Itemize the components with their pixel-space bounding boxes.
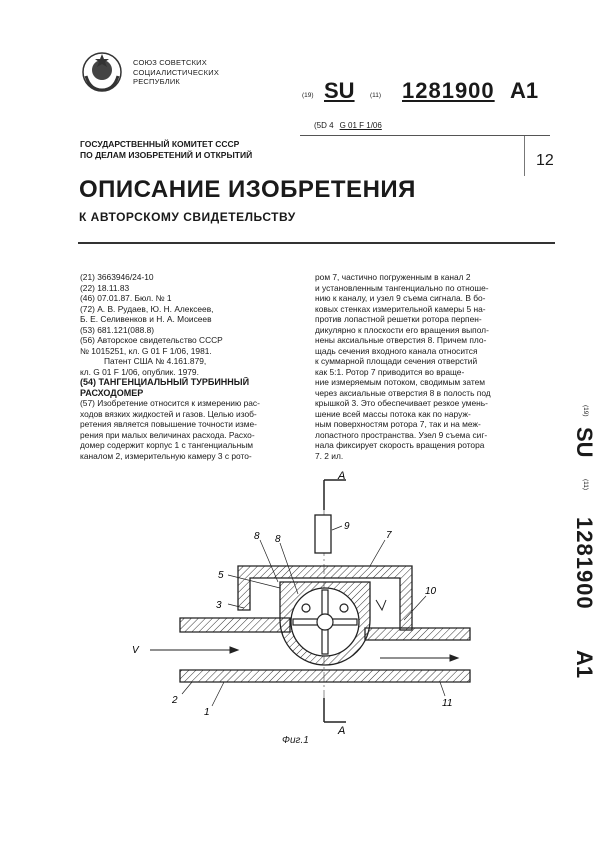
biblio-line: № 1015251, кл. G 01 F 1/06, 1981. — [80, 345, 212, 356]
figure-caption: Фиг.1 — [282, 735, 309, 746]
abstract-line: щадь сечения входного канала относится — [315, 345, 478, 356]
abstract-line: дикулярно к плоскости его вращения выпол- — [315, 324, 489, 335]
abstract-line: ходов вязких жидкостей и газов. Целью изоб- — [80, 408, 257, 419]
biblio-line: (22) 18.11.83 — [80, 282, 130, 293]
document-title: ОПИСАНИЕ ИЗОБРЕТЕНИЯ — [79, 176, 416, 203]
stamp-patent-kind: A1 — [572, 650, 597, 679]
abstract-line: ретения является повышение точности изме- — [80, 419, 257, 429]
invention-title-line: РАСХОДОМЕР — [80, 387, 144, 398]
organization-name — [133, 58, 219, 87]
title-rule — [78, 242, 555, 244]
bibliographic-column — [80, 272, 305, 461]
stamp-code-11: (11) — [582, 479, 589, 491]
patent-kind: A1 — [510, 78, 539, 103]
biblio-line: (56) Авторское свидетельство СССР — [80, 335, 223, 345]
stamp-country-code: SU — [572, 427, 597, 458]
biblio-line: Патент США № 4.161.879, — [104, 356, 207, 366]
state-emblem-icon — [80, 50, 124, 94]
class-value: G 01 F 1/06 — [339, 121, 382, 130]
abstract-line: рения при малых величинах расхода. Расхо- — [80, 429, 255, 440]
org-line: СОЮЗ СОВЕТСКИХ — [133, 58, 207, 67]
biblio-line: (46) 07.01.87. Бюл. № 1 — [80, 293, 172, 303]
stamp-code-19: (19) — [582, 405, 589, 417]
abstract-line: и установленным тангенциально по отноше- — [315, 282, 489, 293]
outlet-pipe-upper-wall — [365, 628, 470, 640]
abstract-line: каналом 2, измерительную камеру 3 с рото- — [80, 450, 252, 461]
flowmeter-drawing — [120, 470, 490, 740]
label-11: 11 — [442, 698, 453, 709]
label-10: 10 — [425, 586, 437, 597]
biblio-line: Б. Е. Селивенков и Н. А. Моисеев — [80, 314, 212, 324]
abstract-line: 7. 2 ил. — [315, 450, 344, 461]
abstract-line: ным поверхностям ротора 7, так и на меж- — [315, 419, 481, 429]
abstract-line: нию к каналу, и узел 9 съема сигнала. В бо- — [315, 293, 486, 303]
patent-number-row — [302, 78, 562, 106]
classification — [314, 121, 382, 130]
abstract-line: шение всей массы потока как по наруж- — [315, 408, 471, 419]
committee-name — [80, 139, 252, 160]
section-label-bottom: A — [338, 725, 346, 737]
patent-number: 1281900 — [402, 78, 495, 103]
abstract-line: ром 7, частично погруженным в канал 2 — [315, 272, 471, 282]
abstract-line: лопастного пространства. Узел 9 съема сиг- — [315, 429, 488, 440]
abstract-line: нены аксиальные отверстия 8. Причем пло- — [315, 335, 487, 345]
label-1: 1 — [204, 707, 210, 718]
country-code: SU — [324, 78, 355, 103]
document-subtitle: К АВТОРСКОМУ СВИДЕТЕЛЬСТВУ — [79, 210, 296, 224]
signal-sensor — [315, 515, 331, 553]
label-9: 9 — [344, 521, 350, 532]
abstract-line: крышкой 3. Это обеспечивает резкое умень- — [315, 398, 488, 408]
invention-title-line: (54) ТАНГЕНЦИАЛЬНЫЙ ТУРБИННЫЙ — [80, 377, 250, 387]
label-5: 5 — [218, 570, 224, 581]
label-2: 2 — [172, 695, 178, 706]
label-7: 7 — [386, 530, 392, 541]
header-rule-vertical — [524, 136, 525, 176]
abstract-line: против лопастной решетки ротора перпен- — [315, 314, 482, 324]
committee-line: ПО ДЕЛАМ ИЗОБРЕТЕНИЙ И ОТКРЫТИЙ — [80, 149, 253, 160]
abstract-line: нала фиксирует скорость вращения ротора — [315, 440, 485, 450]
org-line: РЕСПУБЛИК — [133, 77, 180, 86]
vertical-patent-stamp — [557, 405, 597, 705]
biblio-line: (72) А. В. Рудаев, Ю. Н. Алексеев, — [80, 303, 214, 314]
abstract-line: как 5:1. Ротор 7 приводится во враще- — [315, 366, 465, 377]
org-line: СОЦИАЛИСТИЧЕСКИХ — [133, 67, 220, 77]
abstract-line: ковых стенках измерительной камеры 5 на- — [315, 303, 486, 314]
biblio-line: кл. G 01 F 1/06, опублик. 1979. — [80, 366, 199, 377]
biblio-line: (21) 3663946/24-10 — [80, 272, 154, 282]
class-prefix: (5D 4 — [314, 121, 334, 130]
flow-label: V — [132, 645, 139, 656]
abstract-line: (57) Изобретение относится к измерению рас- — [80, 398, 260, 408]
abstract-line: домер содержит корпус 1 с тангенциальным — [80, 440, 254, 450]
committee-line: ГОСУДАРСТВЕННЫЙ КОМИТЕТ СССР — [80, 139, 240, 149]
section-label-top: A — [338, 470, 346, 482]
page-mark: 12 — [536, 152, 554, 169]
biblio-line: (53) 681.121(088.8) — [80, 324, 155, 335]
abstract-line: через аксиальные отверстия 8 в полость под — [315, 387, 491, 398]
label-8b: 8 — [275, 534, 281, 545]
label-3: 3 — [216, 600, 222, 611]
header-rule — [300, 135, 550, 136]
inlet-pipe-upper-wall — [180, 618, 290, 632]
abstract-line: ние измеряемым потоком, сводимым затем — [315, 377, 485, 387]
code-11: (11) — [370, 92, 382, 99]
stamp-patent-number: 1281900 — [572, 517, 597, 610]
code-19: (19) — [302, 92, 314, 99]
abstract-line: к суммарной площади сечения отверстий — [315, 356, 478, 366]
abstract-continuation-column — [315, 272, 547, 461]
label-8a: 8 — [254, 531, 260, 542]
pipe-lower-wall — [180, 670, 470, 682]
